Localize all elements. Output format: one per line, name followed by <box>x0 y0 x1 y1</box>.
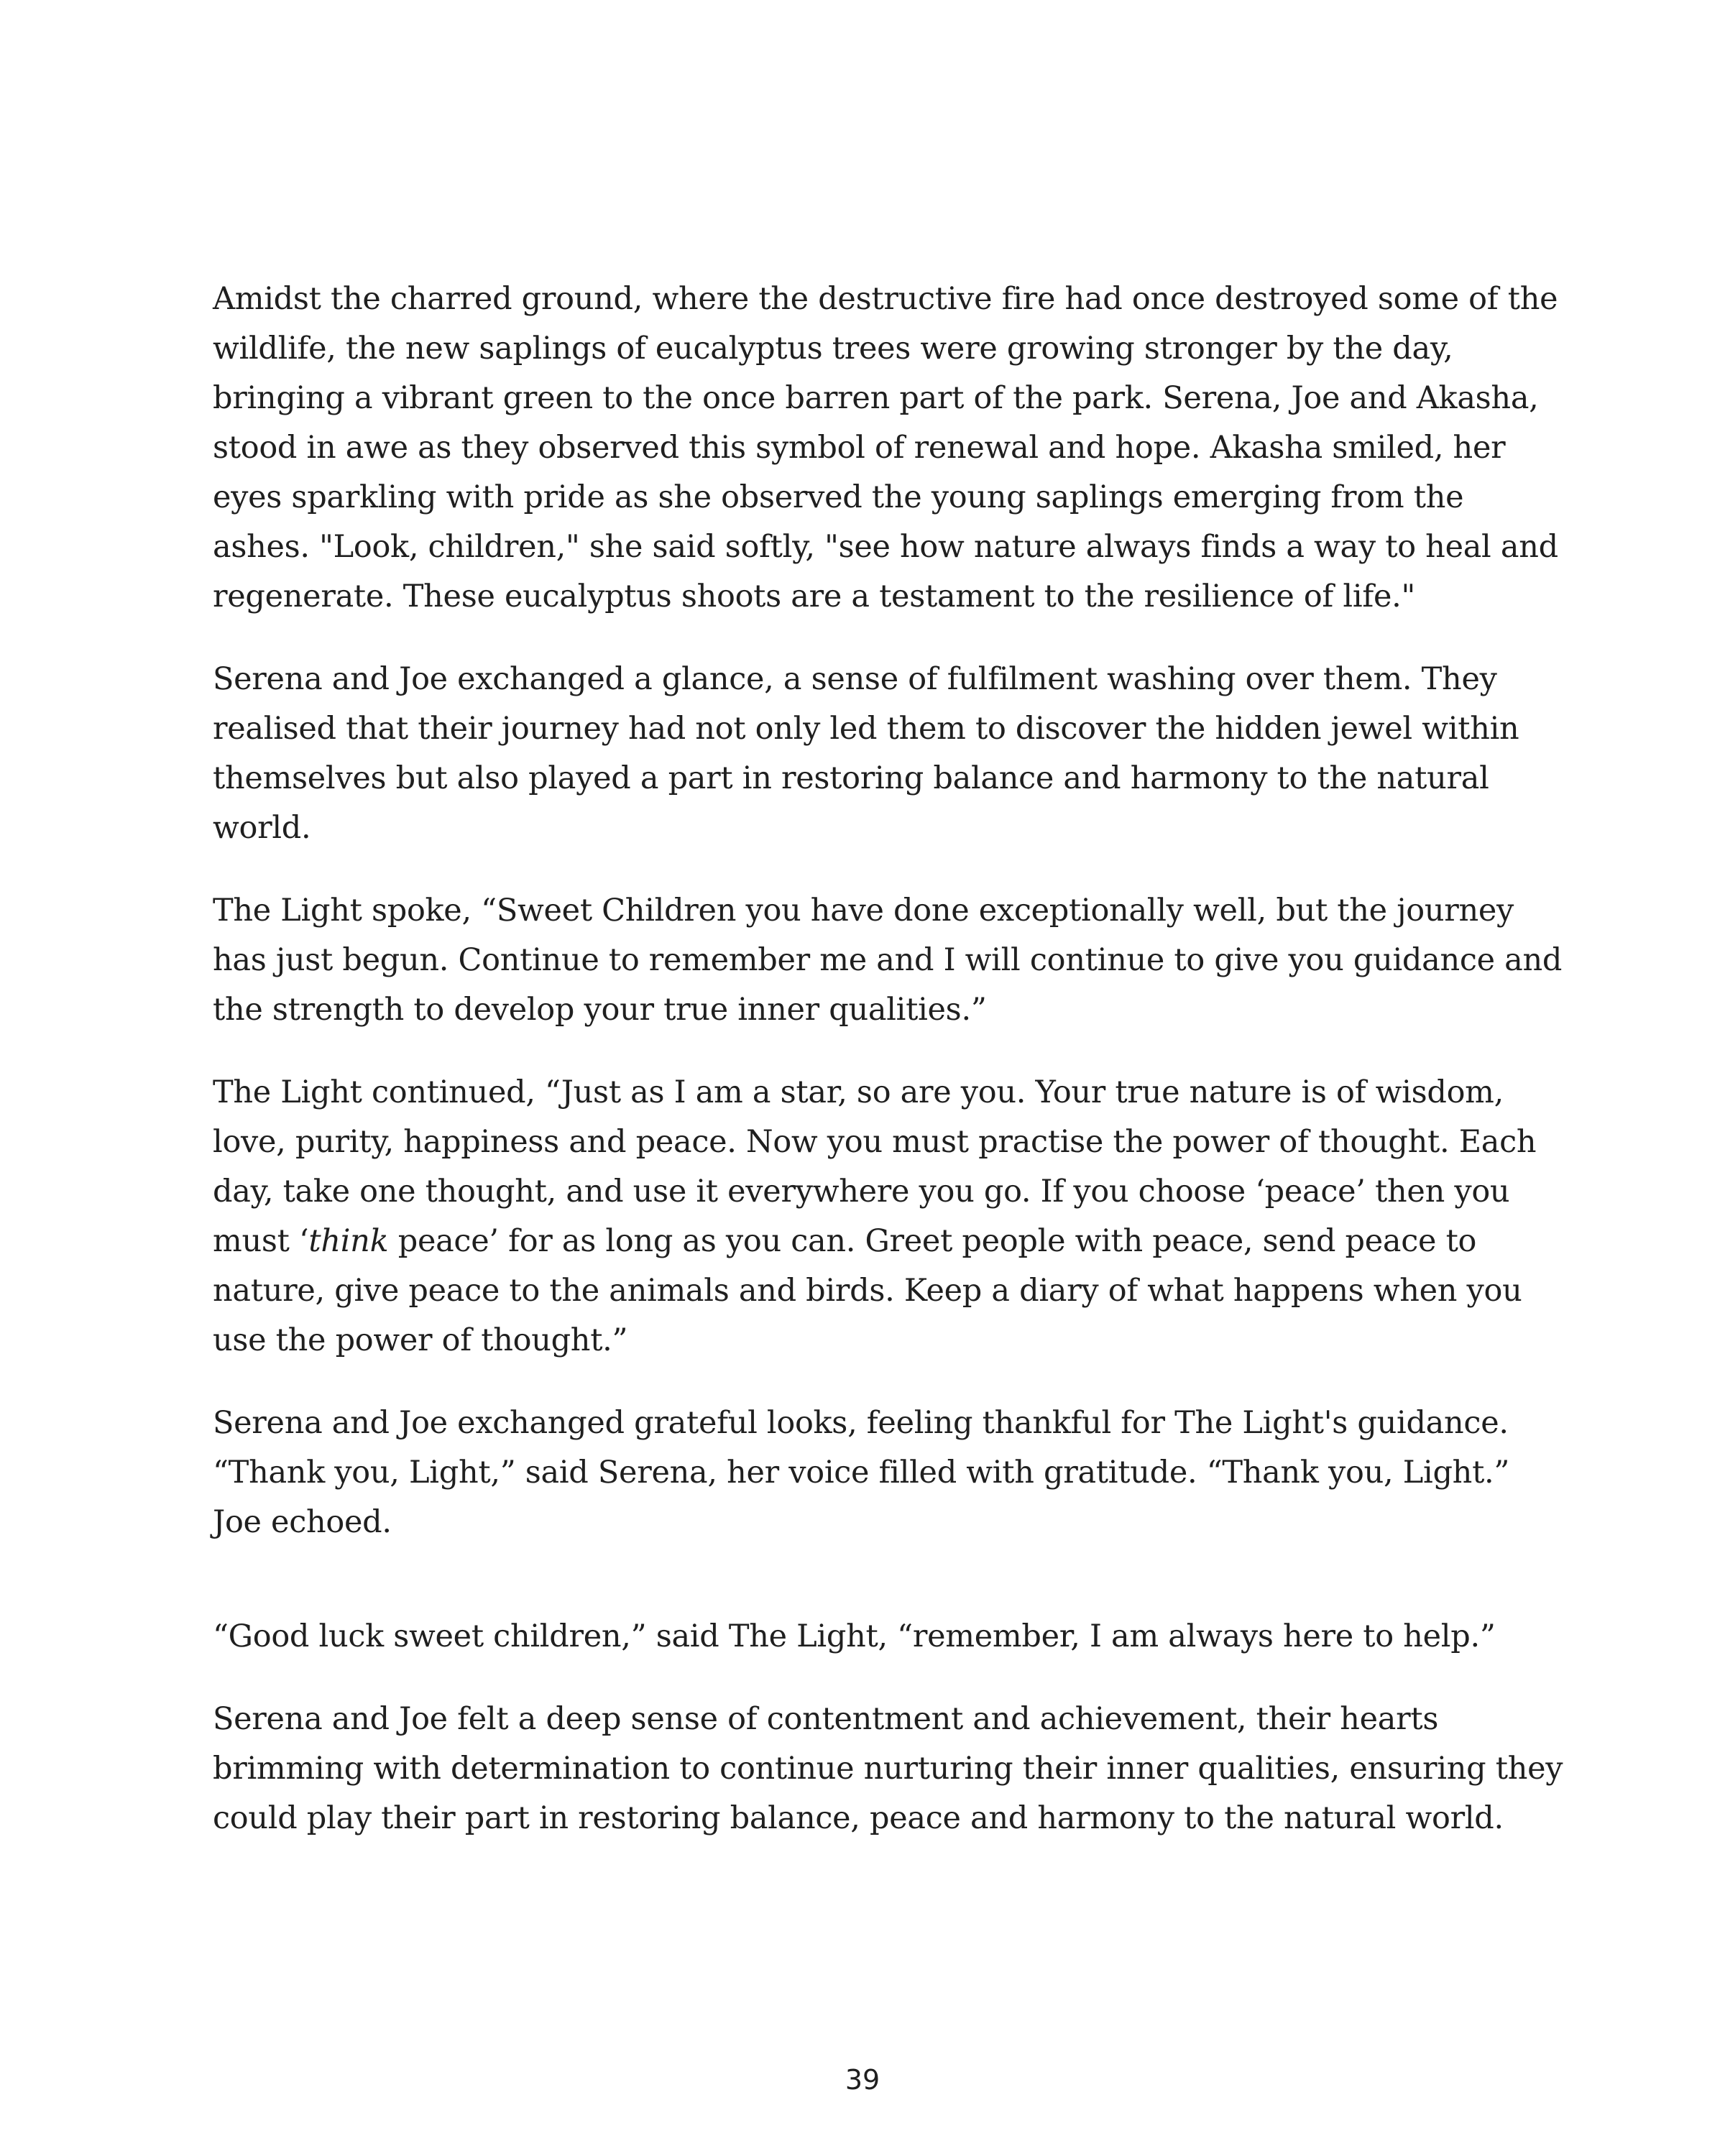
paragraph-2: Serena and Joe exchanged a glance, a sense of fulfilment washing over them. They realised that their journey had not only led them to discover the hidden jewel within themselves but also played a part in restoring balance and harmony to the natural world. <box>213 661 1519 846</box>
paragraph-1: Amidst the charred ground, where the destructive fire had once destroyed some of the wildlife, the new saplings of eucalyptus trees were growing stronger by the day, bringing a vibrant green to the once barren part of the park. Serena, Joe and Akasha, stood in awe as they observed this symbol of renewal and hope. Akasha smiled, her eyes sparkling with pride as she observed the young saplings emerging from the ashes. "Look, children," she said softly, "see how nature always finds a way to heal and regenerate. These eucalyptus shoots are a testament to the resilience of life." <box>213 281 1558 614</box>
body-text <box>213 275 1564 1876</box>
paragraph-4-emphasis: think <box>308 1223 389 1259</box>
paragraph-4-text-before: The Light continued, “Just as I am a star, so are you. Your true nature is of wisdom, love, purity, happiness and peace. Now you must practise the power of thought. Each day, take one thought, and use it everywhere you go. If you choose ‘peace’ then you must ‘ <box>213 1074 1537 1259</box>
paragraph-4-text-after: peace’ for as long as you can. Greet people with peace, send peace to nature, give peace to the animals and birds. Keep a diary of what happens when you use the power of thought.” <box>213 1223 1522 1358</box>
paragraph-4 <box>213 1068 1564 1365</box>
paragraph-5: Serena and Joe exchanged grateful looks, feeling thankful for The Light's guidance. “Thank you, Light,” said Serena, her voice filled with gratitude. “Thank you, Light.” Joe echoed. <box>213 1405 1510 1540</box>
page-number: 39 <box>845 2064 880 2096</box>
paragraph-3: The Light spoke, “Sweet Children you have done exceptionally well, but the journey has just begun. Continue to remember me and I will continue to give you guidance and the strength to develop your true inner qualities.” <box>213 893 1563 1028</box>
paragraph-6: “Good luck sweet children,” said The Light, “remember, I am always here to help.” <box>213 1618 1496 1654</box>
paragraph-7: Serena and Joe felt a deep sense of contentment and achievement, their hearts brimming with determination to continue nurturing their inner qualities, ensuring they could play their part in restoring balance, peace and harmony to the natural world. <box>213 1701 1563 1836</box>
